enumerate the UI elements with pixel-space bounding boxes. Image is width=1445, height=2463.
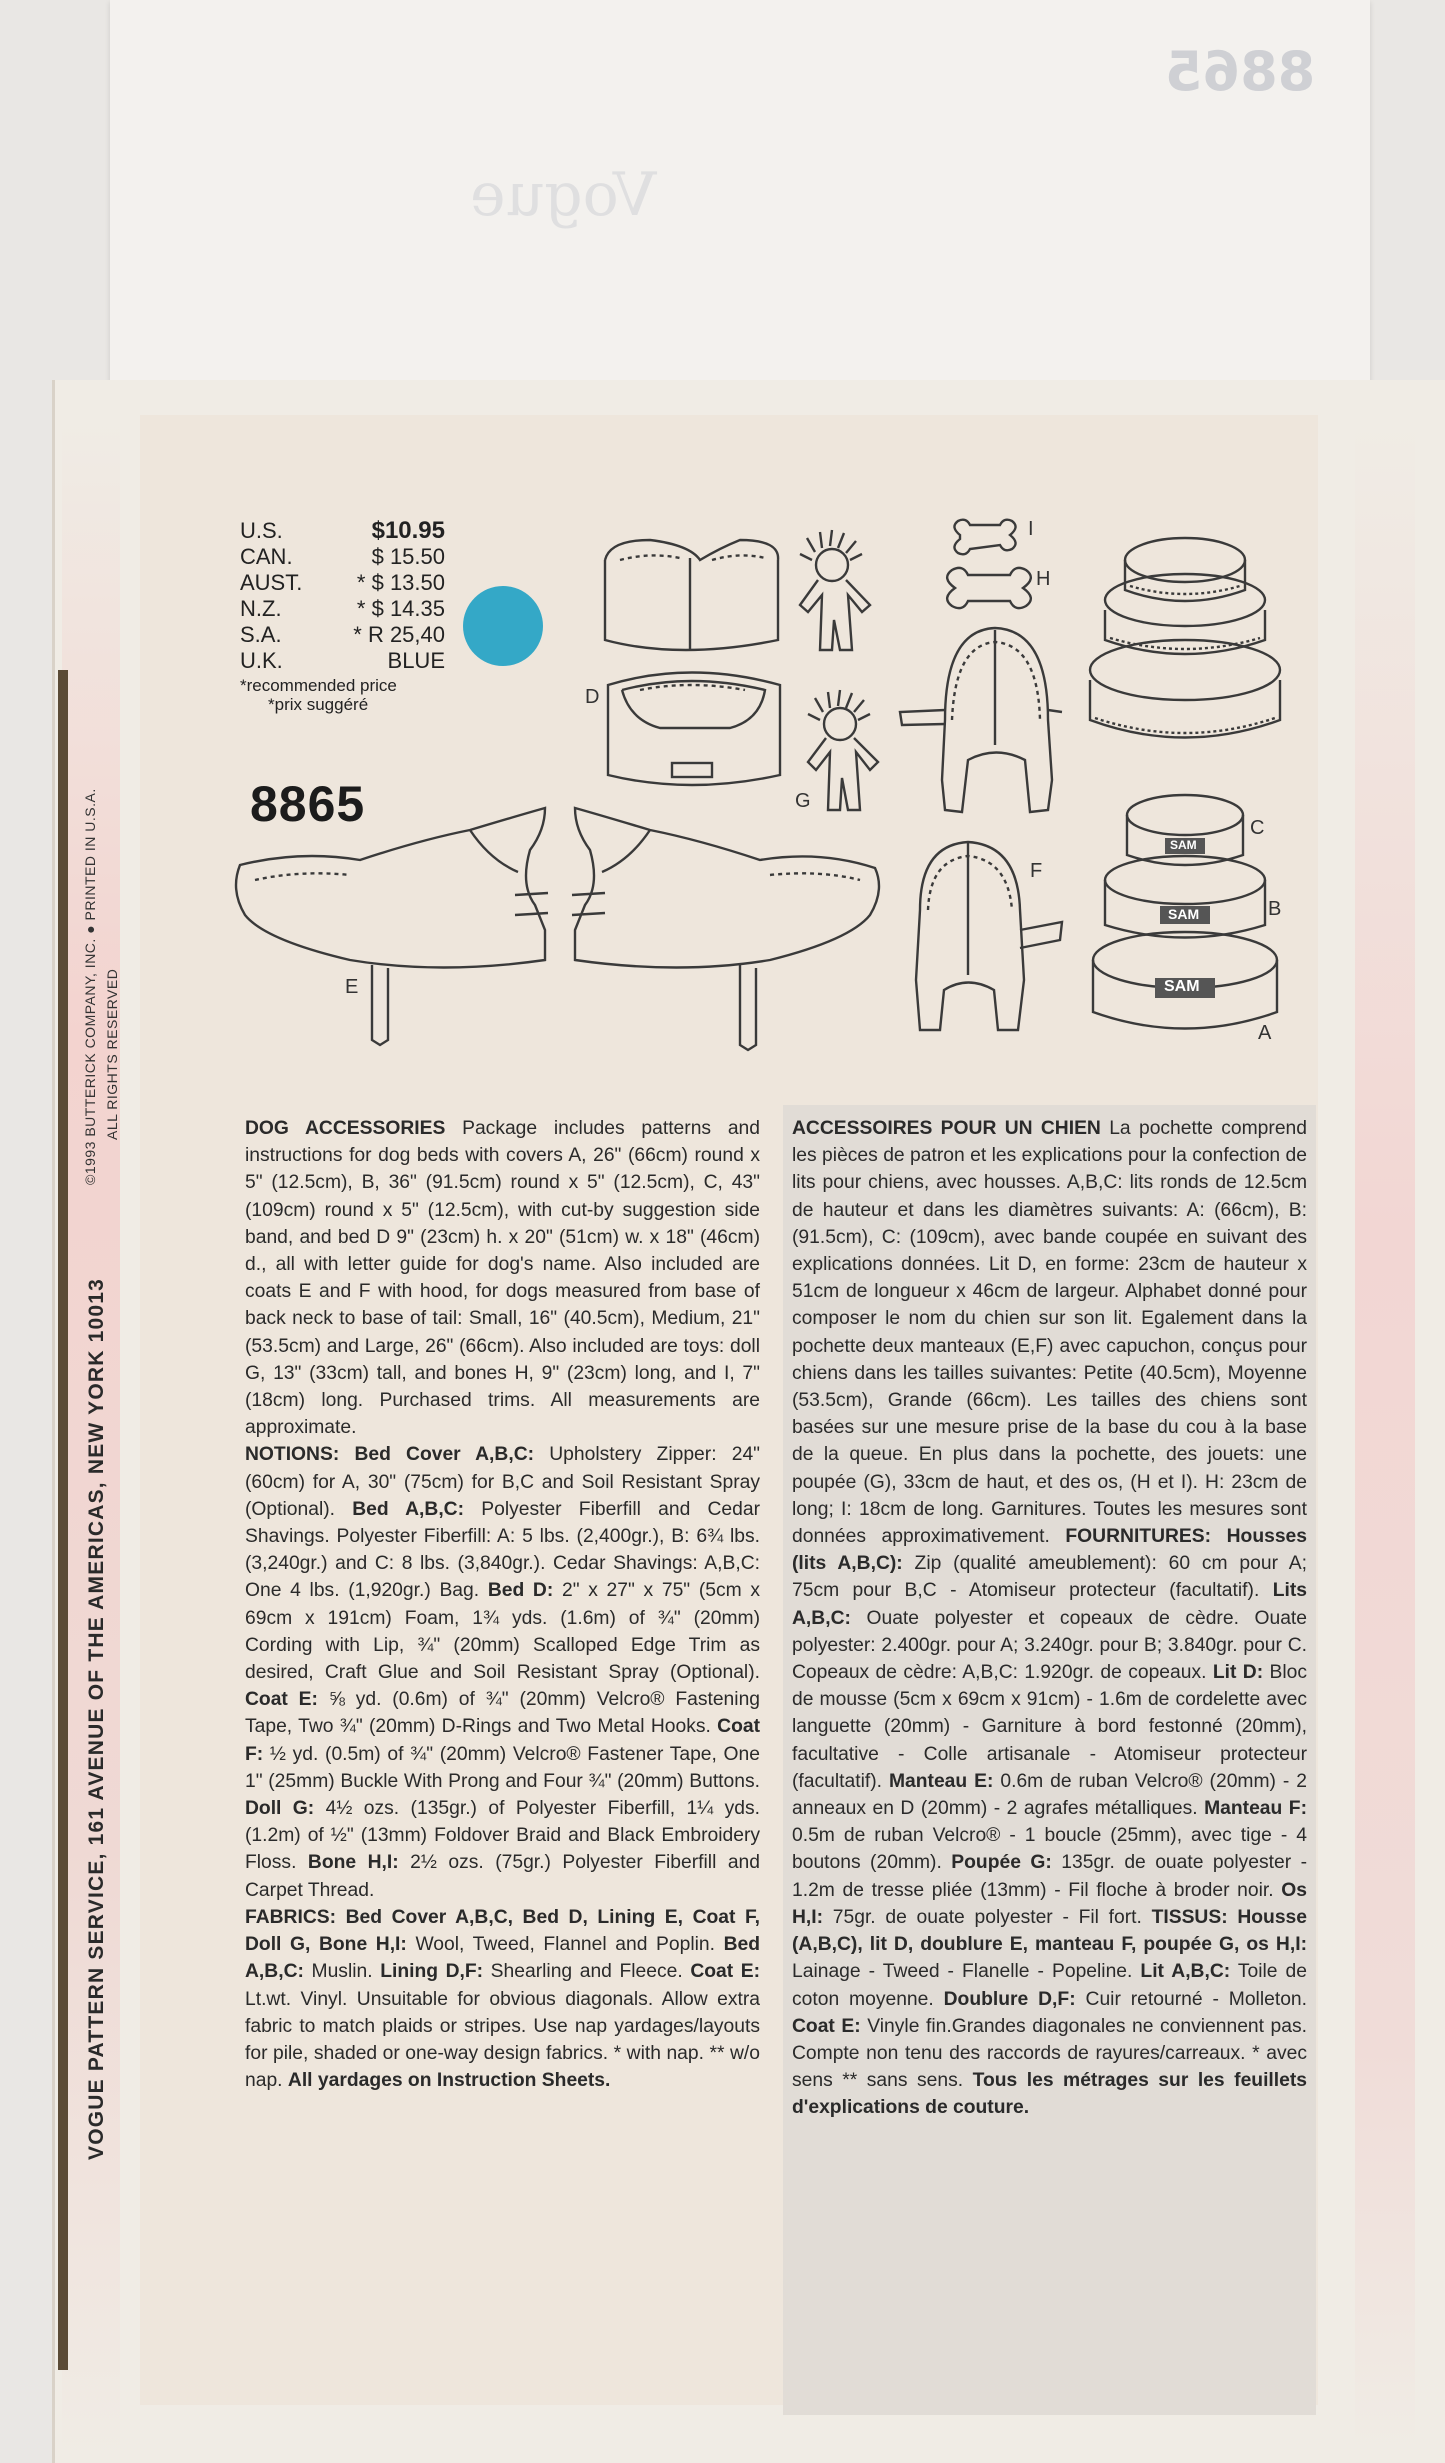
bone-i-illustration (954, 520, 1015, 555)
rights-line: ALL RIGHTS RESERVED (104, 968, 120, 1140)
view-label-h: H (1036, 568, 1051, 590)
price-row: N.Z. * $ 14.35 (240, 596, 445, 621)
coat-e-left-illustration (236, 808, 548, 1045)
view-label-d: D (585, 686, 600, 708)
copyright-line: ©1993 BUTTERICK COMPANY, INC. ● PRINTED IN U.S.A. (82, 788, 98, 1185)
doll-g-bottom-illustration (808, 690, 878, 810)
bed-d-back-illustration (605, 540, 778, 650)
bed-d-front-illustration (608, 673, 780, 786)
price-row: U.K. BLUE (240, 648, 445, 673)
bone-h-illustration (947, 568, 1031, 608)
view-label-c: C (1250, 817, 1265, 839)
bed-name-a: SAM (1164, 978, 1200, 995)
price-row: AUST. * $ 13.50 (240, 570, 445, 595)
price-row: CAN. $ 15.50 (240, 544, 445, 569)
coat-f-hood-illustration (900, 628, 1062, 812)
french-heading: ACCESSOIRES POUR UN CHIEN (792, 1118, 1101, 1139)
round-beds-illustration (1090, 538, 1280, 738)
view-label-b: B (1268, 898, 1282, 920)
publisher-address: VOGUE PATTERN SERVICE, 161 AVENUE OF THE AMERICAS, NEW YORK 10013 (85, 1277, 108, 2160)
view-label-a: A (1258, 1022, 1272, 1044)
doll-g-top-illustration (800, 530, 870, 650)
flap-brand-ghost: Vogue (470, 160, 657, 230)
french-description: ACCESSOIRES POUR UN CHIEN La pochette comprend les pièces de patron et les explications pour la confection de lits pour chiens, avec housses. A,B,C: lits ronds de 12.5cm de hauteur et dans les diamètres suivants: A: (66cm), B: (91.5cm), C: (109cm), avec bande coupée en suivant des explications données. Lit D, en forme: 23cm de hauteur x 51cm de longueur x 46cm de largeur. Alphabet donné pour composer le nom du chien sur son lit. Egalement dans la pochette deux manteaux (E,F) avec capuchon, conçus pour chiens dans les tailles suivantes: Petite (40.5cm), Moyenne (53.5cm), Grande (66cm). Les tailles des chiens sont basées sur une mesure prise de la base du cou à la base de la queue. En plus dans la pochette, des jouets: une poupée (G), 33cm de haut, et des os, (H et I). H: 23cm de long; I: 18cm de long. Garnitures. Toutes les mesures sont données approximativement. FOURNITURES: Housses (lits A,B,C): Zip (qualité ameublement): 60 cm pour A; 75cm pour B,C - Atomiseur protecteur (facultatif). Lits A,B,C: Ouate polyester et copeaux de cèdre. Ouate polyester: 2.400gr. pour A; 3.240gr. pour B; 3.840gr. pour C. Copeaux de cèdre: A,B,C: 1.920gr. de copeaux. Lit D: Bloc de mousse (5cm x 69cm x 91cm) - 1.6m de cordelette avec languette (20mm) - Garniture à bord festonné (20mm), facultative - Colle artisanale - Atomiseur protecteur (facultatif). Manteau E: 0.6m de ruban Velcro® (20mm) - 2 anneaux en D (20mm) - 2 agrafes métalliques. Manteau F: 0.5m de ruban Velcro® - 1 boucle (25mm), avec tige - 4 boutons (20mm). Poupée G: 135gr. de ouate polyester - 1.2m de tresse pliée (13mm) - Fil floche à broder noir. Os H,I: 75gr. de ouate polyester - Fil fort. TISSUS: Housse (A,B,C), lit D, doublure E, manteau F, poupée G, os H,I: Lainage - Tweed - Flanelle - Popeline. Lit A,B,C: Toile de coton moyenne. Doublure D,F: Cuir retourné - Molleton. Coat E: Vinyle fin.Grandes diagonales ne conviennent pas. Compte non tenu des raccords de rayures/carreaux. * avec sens ** sans sens. Tous les métrages sur les feuillets d'explications de couture. (792, 1118, 1308, 2119)
english-heading: DOG ACCESSORIES (245, 1118, 446, 1139)
price-row: U.S. $10.95 (240, 517, 445, 544)
bed-name-c: SAM (1170, 838, 1197, 852)
view-label-i: I (1028, 518, 1034, 540)
flap-pattern-number-ghost: 8865 (1165, 40, 1316, 103)
view-label-g: G (795, 790, 811, 812)
bed-name-b: SAM (1168, 906, 1200, 922)
price-row: S.A. * R 25,40 (240, 622, 445, 647)
coat-e-right-illustration (572, 808, 879, 1050)
view-label-f: F (1030, 860, 1043, 882)
price-note: *recommended price (240, 676, 397, 695)
english-description: DOG ACCESSORIES Package includes patterns and instructions for dog beds with covers A, 26" (66cm) round x 5" (12.5cm), B, 36" (91.5cm) round x 5" (12.5cm), C, 43" (109cm) round x 5" (12.5cm), with cut-by suggestion side band, and bed D 9" (23cm) h. x 20" (51cm) w. x 18" (46cm) d., all with letter guide for dog's name. Also included are coats E and F with hood, for dogs measured from base of back neck to base of tail: Small, 16" (40.5cm), Medium, 21" (53.5cm) and Large, 26" (66cm). Also included are toys: doll G, 13" (33cm) tall, and bones H, 9" (23cm) long, and I, 7" (18cm) long. Purchased trims. All measurements are approximate. NOTIONS: Bed Cover A,B,C: Upholstery Zipper: 24" (60cm) for A, 30" (75cm) for B,C and Soil Resistant Spray (Optional). Bed A,B,C: Polyester Fiberfill and Cedar Shavings. Polyester Fiberfill: A: 5 lbs. (2,400gr.), B: 6¾ lbs. (3,240gr.) and C: 8 lbs. (3,840gr.). Cedar Shavings: A,B,C: One 4 lbs. (1,920gr.) Bag. Bed D: 2" x 27" x 75" (5cm x 69cm x 191cm) Foam, 1¾ yds. (1.6m) of ¾" (20mm) Cording with Lip, ¾" (20mm) Scalloped Edge Trim as desired, Craft Glue and Soil Resistant Spray (Optional). Coat E: ⅝ yd. (0.6m) of ¾" (20mm) Velcro® Fastening Tape, Two ¾" (20mm) D-Rings and Two Metal Hooks. Coat F: ½ yd. (0.5m) of ¾" (20mm) Velcro® Fastener Tape, One 1" (25mm) Buckle With Prong and Four ¾" (20mm) Buttons. Doll G: 4½ ozs. (135gr.) of Polyester Fiberfill, 1¼ yds. (1.2m) of ½" (13mm) Foldover Braid and Black Embroidery Floss. Bone H,I: 2½ ozs. (75gr.) Polyester Fiberfill and Carpet Thread. FABRICS: Bed Cover A,B,C, Bed D, Lining E, Coat F, Doll G, Bone H,I: Wool, Tweed, Flannel and Poplin. Bed A,B,C: Muslin. Lining D,F: Shearling and Fleece. Coat E: Lt.wt. Vinyl. Unsuitable for obvious diagonals. Allow extra fabric to match plaids or stripes. Use nap yardages/layouts for pile, shaded or one-way design fabrics. * with nap. ** w/o nap. All yardages on Instruction Sheets. (245, 1118, 761, 2092)
view-label-e: E (345, 976, 359, 998)
price-note-fr: *prix suggéré (268, 695, 369, 714)
pattern-number: 8865 (250, 776, 366, 832)
